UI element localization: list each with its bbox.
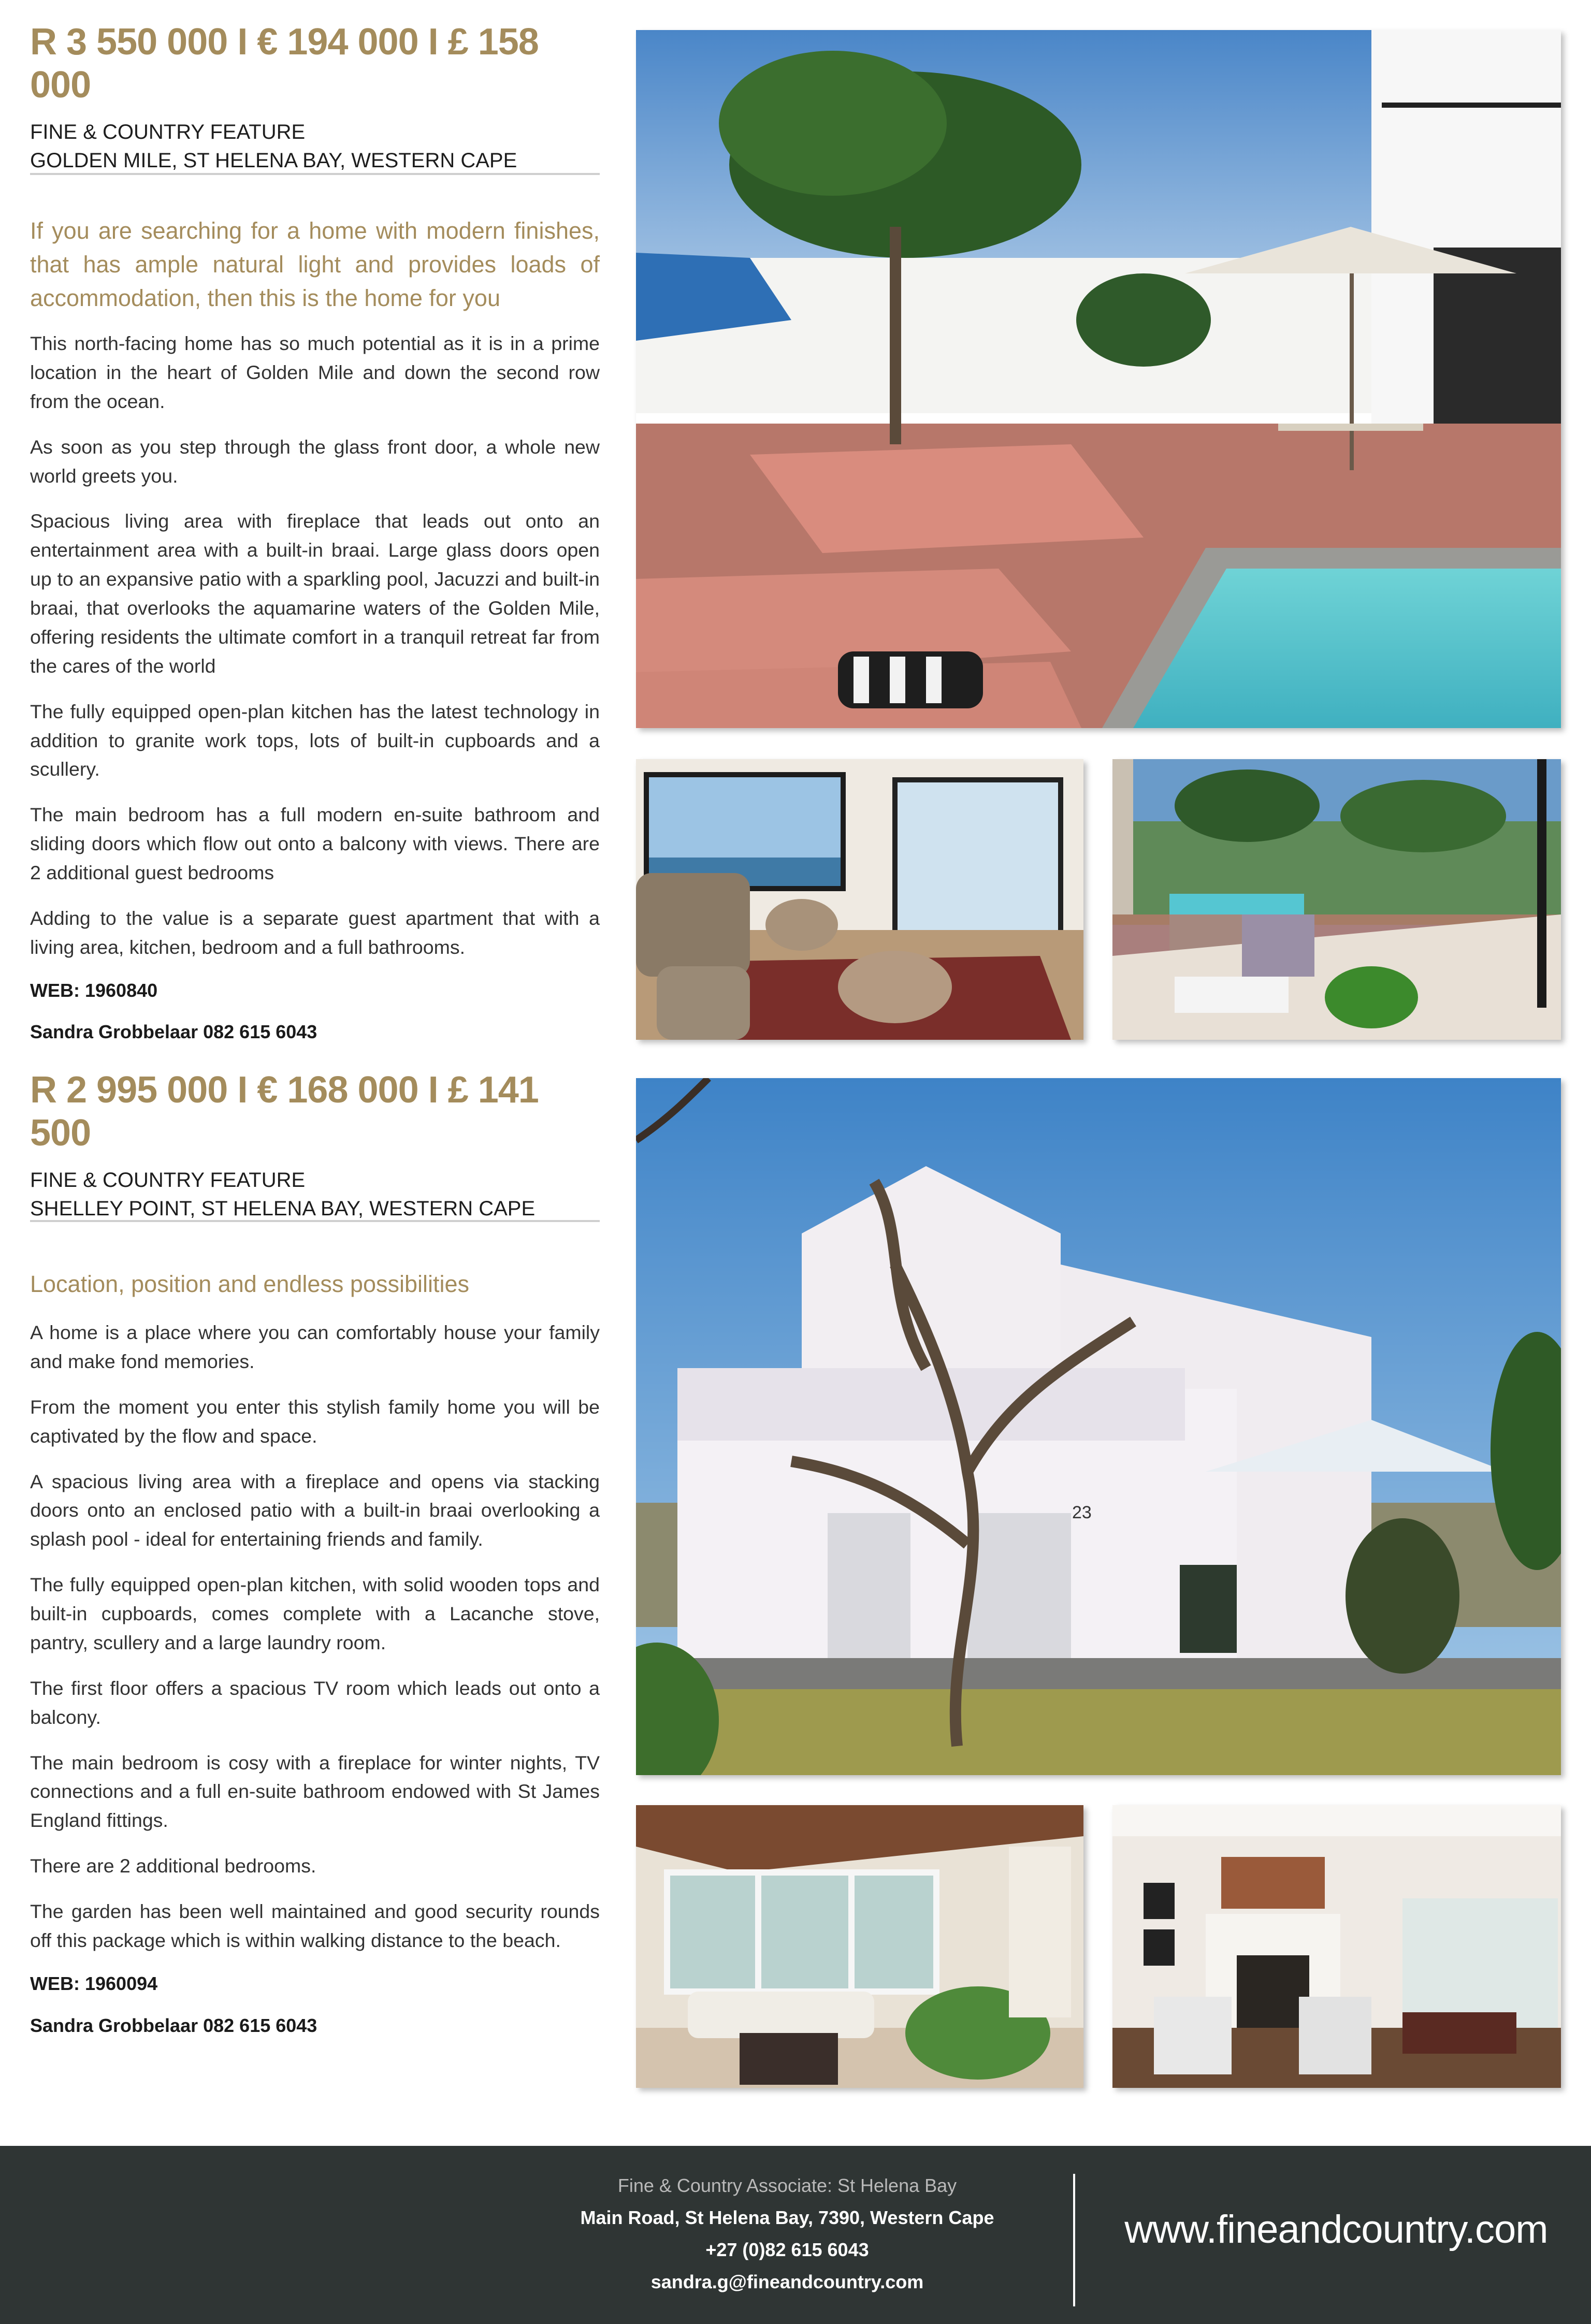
- listing-price: R 2 995 000 I € 168 000 I £ 141 500: [30, 1069, 539, 1154]
- photo-house-exterior: [636, 1078, 1561, 1775]
- description-paragraph: The garden has been well maintained and good security rounds off this package which is within walking distance to the beach.: [30, 1900, 600, 1951]
- footer-divider: [1073, 2174, 1075, 2306]
- description-paragraph: The fully equipped open-plan kitchen has the latest technology in addition to granite work tops, lots of built-in cupboards and a scullery.: [30, 700, 600, 780]
- web-reference: WEB: 1960094: [30, 1972, 158, 1994]
- web-reference: WEB: 1960840: [30, 979, 158, 1001]
- photo-patio-dining: [1112, 759, 1561, 1040]
- description-paragraph: Adding to the value is a separate guest apartment that with a living area, kitchen, bedroom and a full bathrooms.: [30, 907, 600, 958]
- listing-location: SHELLEY POINT, ST HELENA BAY, WESTERN CAPE: [30, 1197, 536, 1220]
- description-paragraph: The fully equipped open-plan kitchen, with solid wooden tops and built-in cupboards, comes complete with a Lacanche stove, pantry, scullery and a large laundry room.: [30, 1574, 600, 1653]
- description-paragraph: The main bedroom is cosy with a fireplace for winter nights, TV connections and a full en-suite bathroom endowed with St James England fittings.: [30, 1751, 600, 1832]
- listing-price: R 3 550 000 I € 194 000 I £ 158 000: [30, 21, 539, 106]
- feature-label: FINE & COUNTRY FEATURE: [30, 120, 306, 143]
- description-paragraph: This north-facing home has so much potential as it is in a prime location in the heart of Golden Mile and down the second row from the ocean.: [30, 332, 600, 412]
- agent-contact: Sandra Grobbelaar 082 615 6043: [30, 1021, 317, 1043]
- photo-sunroom: [636, 1805, 1083, 2088]
- listing-headline: If you are searching for a home with modern finishes, that has ample natural light and provides loads of accommodation, then this is the home for you: [30, 217, 600, 311]
- description-paragraph: A home is a place where you can comfortably house your family and make fond memories.: [30, 1321, 600, 1372]
- listing-text-column: [30, 1069, 600, 1223]
- footer-associate: Fine & Country Associate: St Helena Bay: [617, 2175, 957, 2196]
- page-footer: [0, 2146, 1591, 2324]
- photo-lounge: [636, 759, 1083, 1040]
- listing-headline: Location, position and endless possibilities: [30, 1271, 470, 1297]
- house-number: 23: [1072, 1503, 1092, 1522]
- agent-contact: Sandra Grobbelaar 082 615 6043: [30, 2014, 317, 2036]
- footer-address: Main Road, St Helena Bay, 7390, Western Cape: [580, 2207, 994, 2228]
- description-paragraph: As soon as you step through the glass front door, a whole new world greets you.: [30, 435, 600, 487]
- description-paragraph: Spacious living area with fireplace that leads out onto an entertainment area with a built-in braai. Large glass doors open up to an expansive patio with a sparkling pool, Jacuzzi and built-in braai, that overlooks the aquamarine waters of the Golden Mile, offering residents the ultimate comfort in a tranquil retreat far from the cares of the world: [30, 510, 600, 677]
- listing-text-column: [30, 21, 600, 175]
- description-paragraph: The main bedroom has a full modern en-suite bathroom and sliding doors which flow out onto a balcony with views. There are 2 additional guest bedrooms: [30, 804, 600, 883]
- description-paragraph: There are 2 additional bedrooms.: [30, 1855, 316, 1877]
- listing-description: [30, 329, 600, 1062]
- listing-golden-mile: [0, 0, 1591, 1046]
- photo-living-fireplace: [1112, 1805, 1561, 2088]
- footer-email[interactable]: sandra.g@fineandcountry.com: [650, 2271, 924, 2292]
- description-paragraph: From the moment you enter this stylish family home you will be captivated by the flow and space.: [30, 1396, 600, 1447]
- feature-label: FINE & COUNTRY FEATURE: [30, 1168, 306, 1192]
- listing-location: GOLDEN MILE, ST HELENA BAY, WESTERN CAPE: [30, 149, 517, 172]
- description-paragraph: The first floor offers a spacious TV room which leads out onto a balcony.: [30, 1677, 600, 1728]
- listing-description: [30, 1318, 600, 2055]
- listing-shelley-point: [0, 1046, 1591, 2123]
- photo-pool-patio: [636, 30, 1561, 728]
- footer-website-link[interactable]: www.fineandcountry.com: [1124, 2207, 1548, 2252]
- section-divider: [30, 1220, 600, 1222]
- section-divider: [30, 173, 600, 175]
- description-paragraph: A spacious living area with a fireplace and opens via stacking doors onto an enclosed patio with a built-in braai overlooking a splash pool - ideal for entertaining friends and family.: [30, 1470, 600, 1550]
- footer-phone[interactable]: +27 (0)82 615 6043: [705, 2239, 869, 2260]
